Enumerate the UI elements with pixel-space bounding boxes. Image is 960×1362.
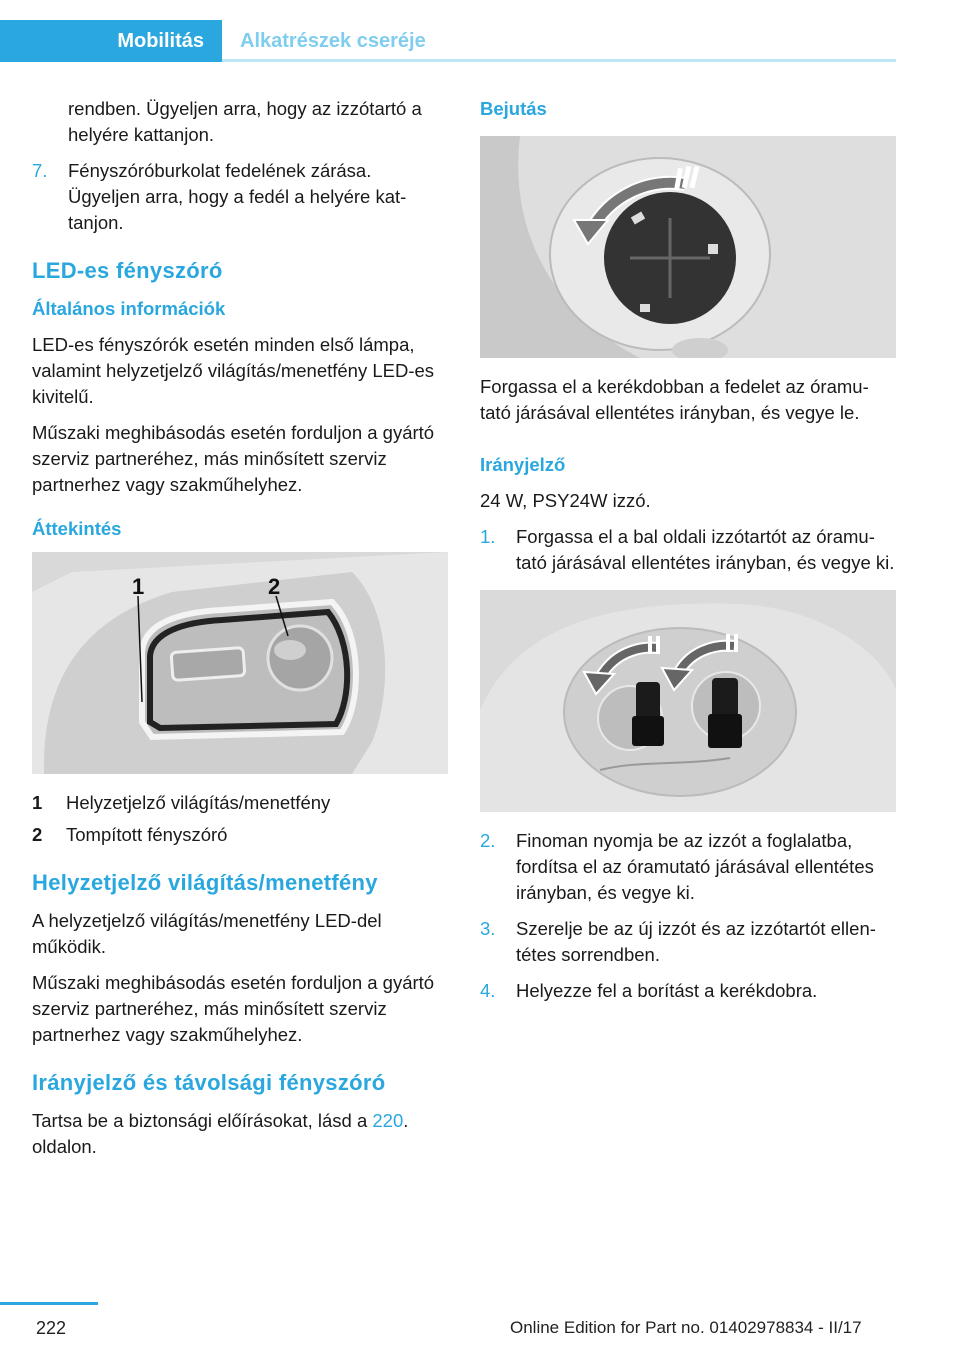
heading-position-light: Helyzetjelző világítás/menetfény: [32, 870, 378, 895]
step-number: 4.: [480, 980, 496, 1001]
step-number: 1.: [480, 526, 496, 547]
step-number: 7.: [32, 160, 48, 181]
headlight-illustration: [32, 552, 448, 774]
footer-rule: [0, 1302, 98, 1305]
legend-text: Tompított fényszóró: [66, 824, 228, 845]
heading-general-info: Általános információk: [32, 298, 226, 319]
figure-label-2: 2: [268, 574, 281, 599]
header-rule: [222, 59, 896, 62]
wheel-housing-illustration: [480, 136, 896, 358]
step-4: [480, 978, 896, 1004]
legend-number: 2: [32, 824, 43, 845]
heading-access: Bejutás: [480, 98, 547, 119]
paragraph-position: A helyzetjelző világítás/menetfény LED-del működik.: [32, 910, 382, 957]
step-text: Szerelje be az új izzót és az izzótartót ellen‐tétes sorrendben.: [516, 918, 876, 965]
right-column: [480, 96, 896, 1014]
legend-item: [32, 790, 448, 816]
turn-text-after: . oldalon.: [32, 1110, 409, 1157]
figure-label-1: 1: [132, 574, 145, 599]
step-2: [480, 828, 896, 906]
heading-led-headlight: LED-es fényszóró: [32, 258, 223, 283]
step-number: 2.: [480, 830, 496, 851]
step-7: [32, 158, 448, 236]
continued-text: rendben. Ügyeljen arra, hogy az izzótartó a helyére kattanjon.: [68, 98, 422, 145]
legend-item: [32, 822, 448, 848]
paragraph-service-1: Műszaki meghibásodás esetén forduljon a gyártó szerviz partneréhez, más minősített szerviz partnerhez vagy szakműhelyhez.: [32, 422, 435, 495]
paragraph-turn: [32, 1108, 448, 1160]
paragraph-general: LED-es fényszórók esetén minden első lámpa, valamint helyzetjelző világítás/menetfény LED-es kivitelű.: [32, 334, 435, 407]
paragraph-bulb: 24 W, PSY24W izzó.: [480, 490, 651, 511]
wheel-housing-figure: [480, 136, 896, 358]
step-1: [480, 524, 896, 576]
page-header: [0, 0, 896, 62]
step-text: Finoman nyomja be az izzót a foglalatba, fordítsa el az óramutató járásával ellentétes irányban, és vegye ki.: [516, 830, 874, 903]
chapter-tab[interactable]: Mobilitás: [0, 20, 222, 62]
legend-text: Helyzetjelző világítás/menetfény: [66, 792, 331, 813]
step-number: 3.: [480, 918, 496, 939]
section-tab[interactable]: Alkatrészek cseréje: [240, 29, 426, 52]
left-column: [32, 96, 448, 1170]
step-text: Forgassa el a bal oldali izzótartót az óramu‐tató járásával ellentétes irányban, és vegye ki.: [516, 526, 895, 573]
page-number: 222: [36, 1318, 67, 1338]
turn-text: Tartsa be a biztonsági előírásokat, lásd a: [32, 1110, 368, 1131]
step-text: Fényszóróburkolat fedelének zárása. Ügyeljen arra, hogy a fedél a helyére kat‐tanjon.: [68, 160, 407, 233]
bulb-holder-figure: [480, 590, 896, 812]
bulb-holder-illustration: [480, 590, 896, 812]
headlight-figure: [32, 552, 448, 774]
heading-overview: Áttekintés: [32, 518, 122, 539]
edition-line: Online Edition for Part no. 01402978834 - II/17: [510, 1318, 862, 1337]
heading-indicator: Irányjelző: [480, 454, 566, 475]
step-text: Helyezze fel a borítást a kerékdobra.: [516, 980, 818, 1001]
paragraph-access: Forgassa el a kerékdobban a fedelet az óramu‐tató járásával ellentétes irányban, és vegye le.: [480, 376, 869, 423]
legend-number: 1: [32, 792, 43, 813]
step-3: [480, 916, 896, 968]
paragraph-service-2: Műszaki meghibásodás esetén forduljon a gyártó szerviz partneréhez, más minősített szerviz partnerhez vagy szakműhelyhez.: [32, 972, 435, 1045]
page-link-220[interactable]: 220: [372, 1110, 404, 1131]
heading-turn-signal: Irányjelző és távolsági fényszóró: [32, 1070, 386, 1095]
